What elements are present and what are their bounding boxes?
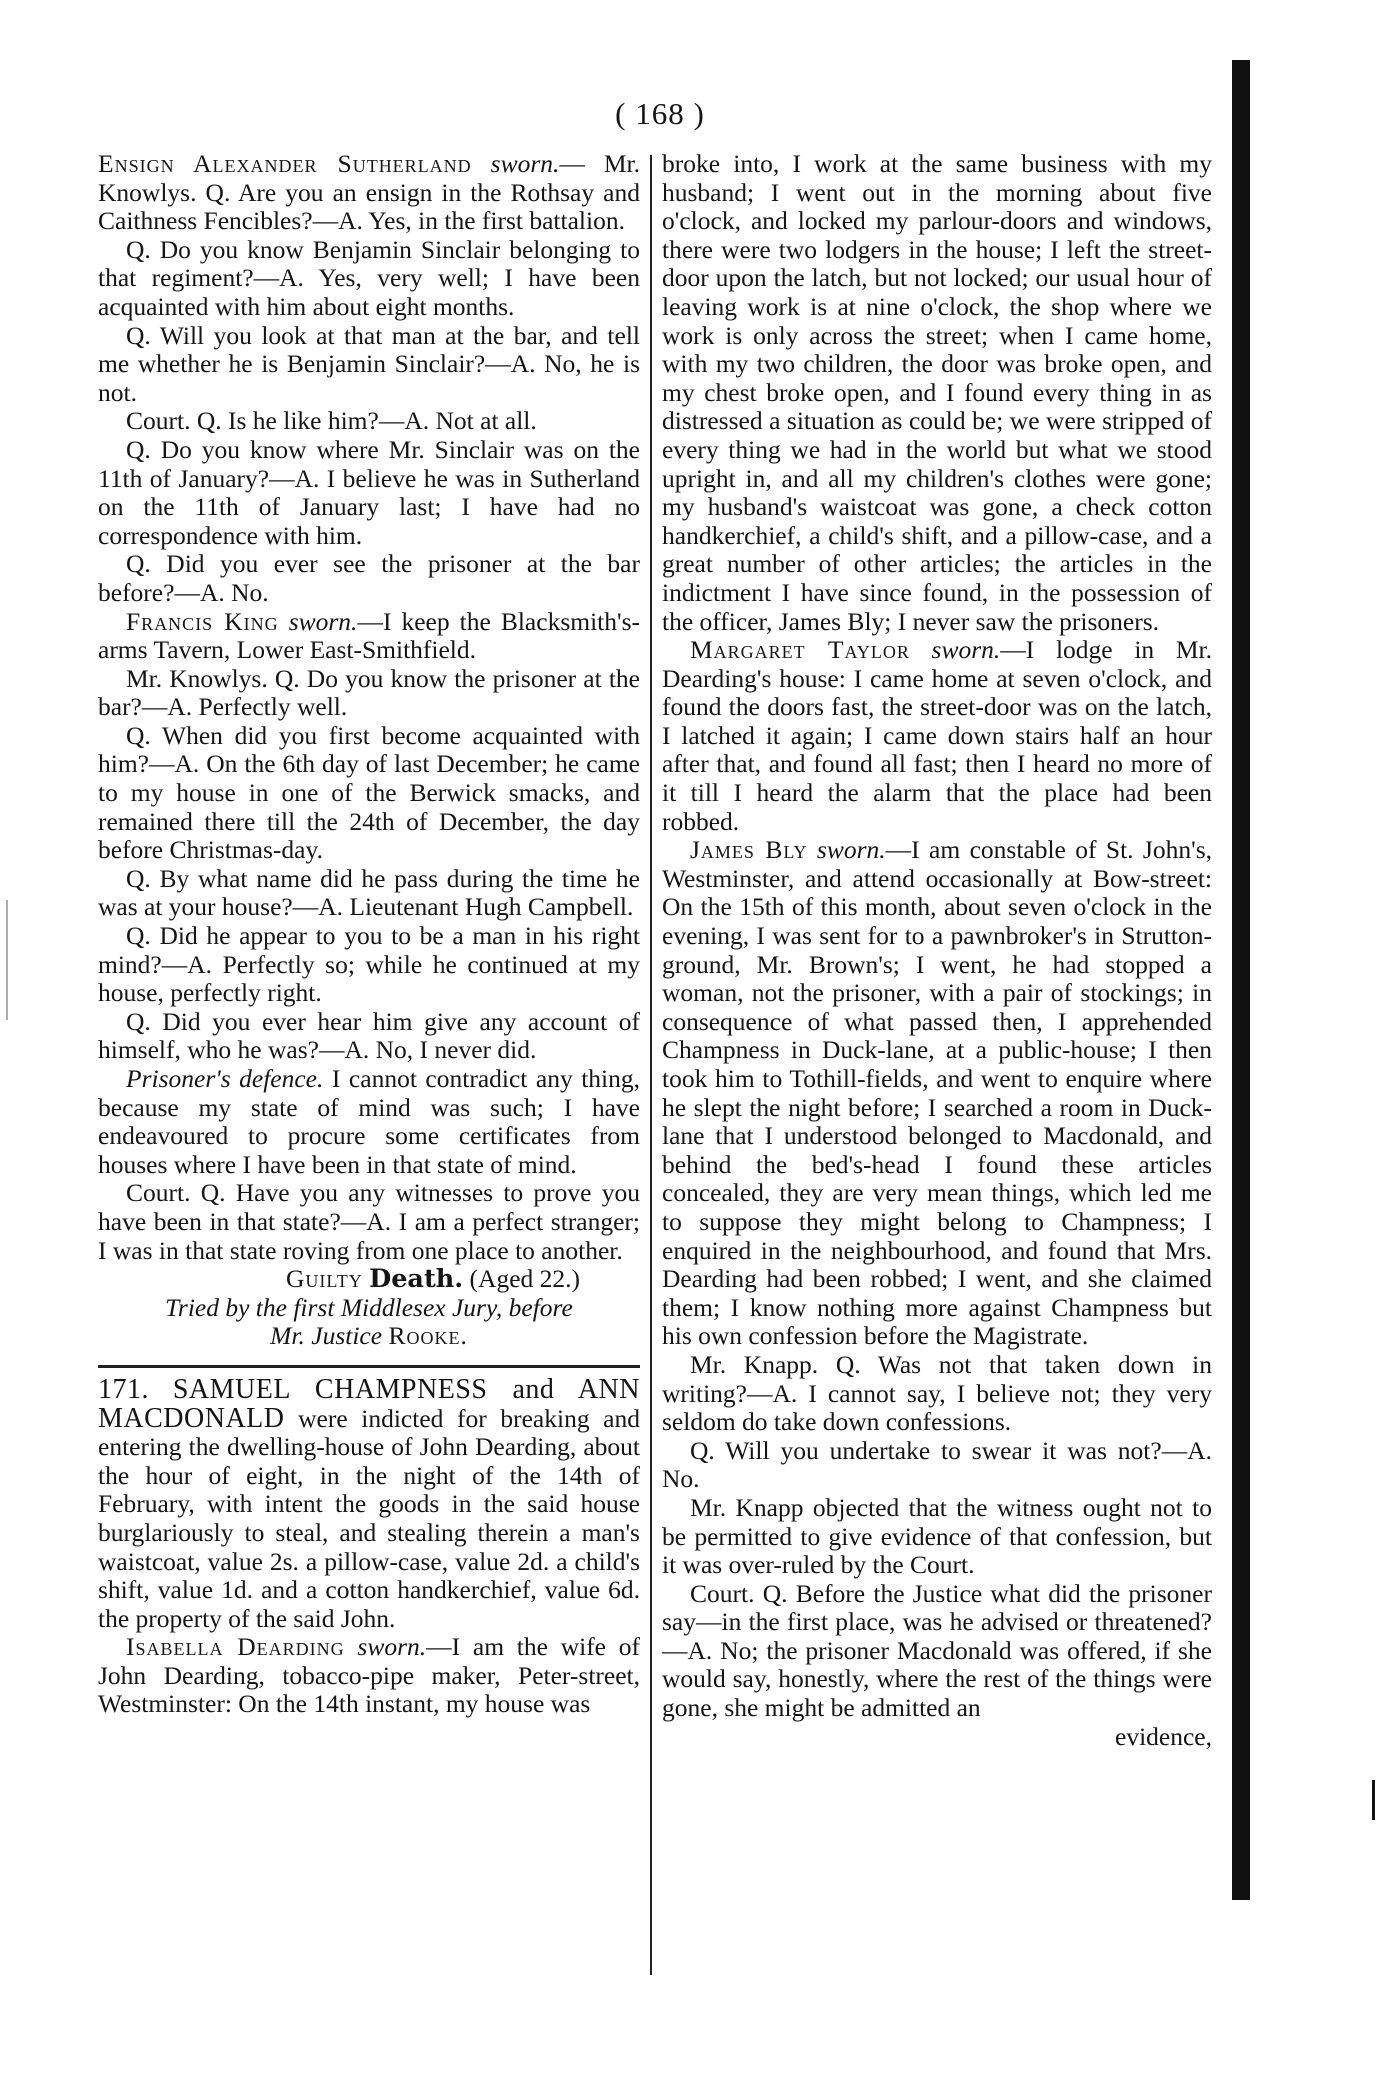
testimony-text: —I lodge in Mr. Dearding's house: I came home at seven o'clock, and found the doors fast, the street-door was on the latch, I latched it again; I came down stairs half an hour after that, and found all fast; then I heard no more of it till I heard the alarm that the place had been robbed. <box>662 635 1212 836</box>
case-charge-text: were indicted for breaking and entering the dwelling-house of John Dearding, about the hour of eight, in the night of the 14th of February, with intent the goods in the said house burglariously to steal, and stealing therein a man's waistcoat, value 2s. a pillow-case, value 2d. a child's shift, value 1d. and a cotton handkerchief, value 6d. the property of the said John. <box>98 1403 640 1633</box>
witness-name: Ensign Alexander Sutherland <box>98 149 472 178</box>
sworn-label: sworn. <box>816 835 886 865</box>
testimony-paragraph: Court. Q. Have you any witnesses to prove you have been in that state?—A. I am a perfect stranger; I was in that state roving from one place to another. <box>98 1178 640 1265</box>
testimony-paragraph: Mr. Knapp. Q. Was not that taken down in writing?—A. I cannot say, I believe not; they very seldom do take down confessions. <box>662 1349 1212 1437</box>
scan-edge-bar <box>1232 60 1250 1900</box>
right-column <box>662 150 1212 1751</box>
testimony-paragraph: Mr. Knowlys. Q. Do you know the prisoner at the bar?—A. Perfectly well. <box>98 663 640 722</box>
testimony-paragraph: Q. Did you ever see the prisoner at the bar before?—A. No. <box>98 549 640 607</box>
scan-edge-tick <box>1372 1780 1375 1820</box>
sworn-label: sworn. <box>931 635 1001 665</box>
verdict-age: (Aged 22.) <box>469 1264 580 1294</box>
testimony-paragraph: Q. Will you undertake to swear it was not?—A. No. <box>662 1435 1212 1494</box>
witness-name: Isabella Dearding <box>126 1632 345 1662</box>
scan-edge-tick-2 <box>6 900 8 1020</box>
case-separator-rule <box>98 1365 640 1368</box>
testimony-paragraph: Q. Do you know where Mr. Sinclair was on the 11th of January?—A. I believe he was in Sutherland on the 11th of January last; I have had no correspondence with him. <box>98 434 640 550</box>
testimony-king <box>98 608 640 665</box>
case-171-indictment <box>98 1373 640 1633</box>
testimony-text: — Mr. Knowlys. Q. Are you an ensign in the Rothsay and Caithness Fencibles?—A. Yes, in the first battalion. <box>98 149 640 236</box>
tried-line-2 <box>98 1322 640 1351</box>
case-number: 171. <box>98 1373 149 1405</box>
tried-line-1: Tried by the first Middlesex Jury, before <box>165 1292 573 1322</box>
testimony-paragraph: Q. When did you first become acquainted with him?—A. On the 6th day of last December; he came to my house in one of the Berwick smacks, and remained there till the 24th of December, the day before Christmas-day. <box>98 720 640 865</box>
case-defendants: SAMUEL CHAMPNESS and ANN MACDONALD <box>98 1373 640 1434</box>
verdict-guilty: Guilty <box>285 1264 363 1294</box>
testimony-paragraph: Mr. Knapp objected that the witness ought not to be permitted to give evidence of that confession, but it was over-ruled by the Court. <box>662 1492 1212 1580</box>
column-divider <box>650 155 652 1975</box>
witness-name: Margaret Taylor <box>690 635 910 665</box>
testimony-paragraph: Q. By what name did he pass during the time he was at your house?—A. Lieutenant Hugh Campbell. <box>98 863 640 922</box>
judge-title: Mr. Justice <box>270 1321 383 1351</box>
verdict-death: Death. <box>369 1264 464 1295</box>
testimony-paragraph: Court. Q. Is he like him?—A. Not at all. <box>126 406 537 436</box>
testimony-paragraph: Court. Q. Before the Justice what did the prisoner say—in the first place, was he advised or threatened?—A. No; the prisoner Macdonald was offered, if she would say, honestly, where the rest of the things were gone, she might be admitted an <box>662 1578 1212 1723</box>
testimony-continuation: broke into, I work at the same business with my husband; I went out in the morning about five o'clock, and locked my parlour-doors and windows, there were two lodgers in the house; I left the street-door upon the latch, but not locked; our usual hour of leaving work is at nine o'clock, the shop where we work is only across the street; when I came home, with my two children, the door was broke open, and my chest broke open, and I found every thing in as distressed a situation as could be; we were stripped of every thing we had in the world but what we stood upright in, and all my children's clothes were gone; my husband's waistcoat was gone, a check cotton handkerchief, a child's shift, and a pillow-case, and a great number of other articles; the articles in the indictment I have since found, in the possession of the officer, James Bly; I never saw the prisoners. <box>662 149 1212 636</box>
judge-name: Rooke. <box>388 1321 468 1351</box>
testimony-paragraph: Q. Did you ever hear him give any account of himself, who he was?—A. No, I never did. <box>98 1006 640 1065</box>
page-number: ( 168 ) <box>615 96 705 131</box>
testimony-text: —I am the wife of John Dearding, tobacco-pipe maker, Peter-street, Westminster: On the 14th instant, my house was <box>98 1632 640 1719</box>
testimony-paragraph: Q. Do you know Benjamin Sinclair belonging to that regiment?—A. Yes, very well; I have been acquainted with him about eight months. <box>98 234 640 321</box>
testimony-bly <box>662 836 1212 1351</box>
prisoner-defence <box>98 1065 640 1179</box>
witness-name: James Bly <box>690 835 808 865</box>
testimony-paragraph: Q. Did he appear to you to be a man in his right mind?—A. Perfectly so; while he continued at my house, perfectly right. <box>98 921 640 1008</box>
sworn-label: sworn. <box>490 149 560 178</box>
testimony-taylor <box>662 636 1212 836</box>
testimony-text: —I keep the Blacksmith's-arms Tavern, Lower East-Smithfield. <box>98 606 641 665</box>
witness-name: Francis King <box>126 606 279 636</box>
testimony-sutherland <box>98 150 640 236</box>
testimony-dearding <box>98 1633 640 1719</box>
catchword: evidence, <box>1115 1721 1212 1751</box>
testimony-paragraph: Q. Will you look at that man at the bar, and tell me whether he is Benjamin Sinclair?—A. No, he is not. <box>98 320 640 407</box>
testimony-text: —I am constable of St. John's, Westminster, and attend occasionally at Bow-street: On the 15th of this month, about seven o'clock in the evening, I was sent for to a pawnbroker's in Strutton-ground, Mr. Brown's; I went, he had stopped a woman, not the prisoner, with a pair of stockings; in consequence of what passed then, I apprehended Champness in Duck-lane, at a public-house; I then took him to Tothill-fields, and went to enquire where he slept the night before; I searched a room in Duck-lane that I understood belonged to Macdonald, and behind the bed's-head I found these articles concealed, they are very mean things, which led me to suppose they might belong to Champness; I enquired in the neighbourhood, and found that Mrs. Dearding had been robbed; I went, and she claimed them; I know nothing more against Champness but his own confession before the Magistrate. <box>662 835 1212 1351</box>
defence-text: I cannot contradict any thing, because my state of mind was such; I have endeavoured to procure some certificates from houses where I have been in that state of mind. <box>98 1064 641 1179</box>
verdict-line <box>98 1265 640 1294</box>
sworn-label: sworn. <box>357 1632 427 1662</box>
defence-label: Prisoner's defence. <box>126 1064 324 1093</box>
sworn-label: sworn. <box>288 606 358 636</box>
left-column <box>98 150 640 1719</box>
